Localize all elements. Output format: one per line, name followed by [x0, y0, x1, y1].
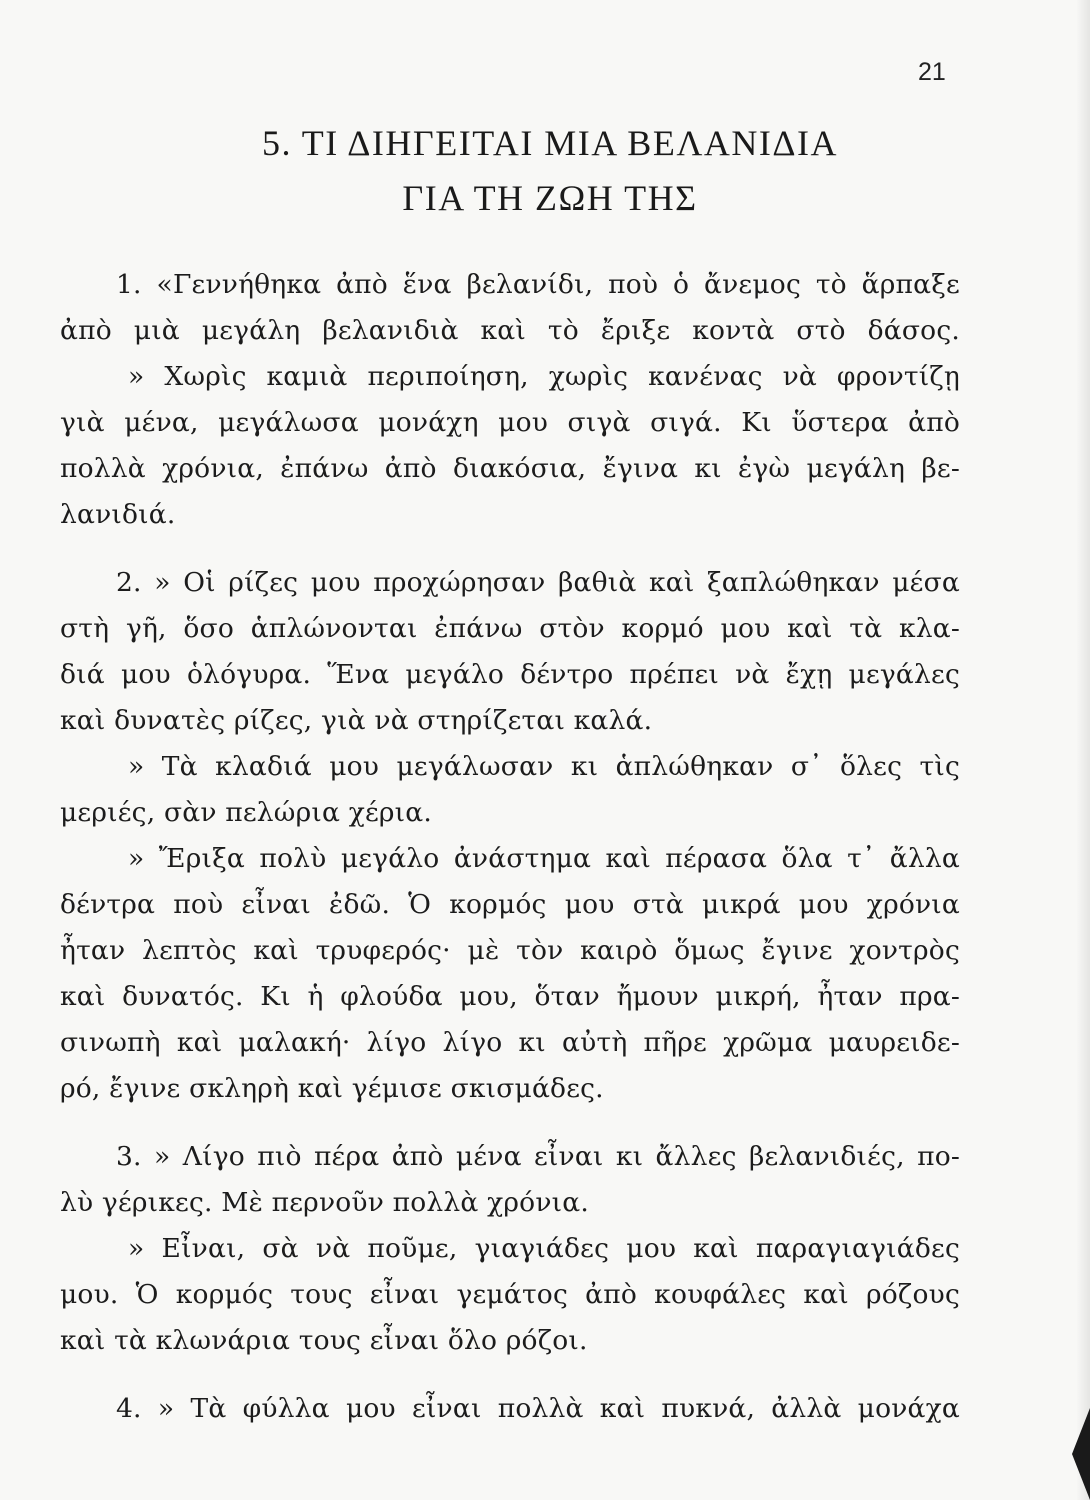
text-line: πολλὰ χρόνια, ἐπάνω ἀπὸ διακόσια, ἔγινα κι ἐγὼ μεγάλη βε-: [60, 453, 960, 484]
text-line: μου. Ὁ κορμός τους εἶναι γεμάτος ἀπὸ κουφάλες καὶ ρόζους: [60, 1279, 960, 1310]
page-number: 21: [918, 58, 946, 86]
text-line: ἦταν λεπτὸς καὶ τρυφερός· μὲ τὸν καιρὸ ὅμως ἔγινε χοντρὸς: [60, 935, 960, 966]
text-line: 1. «Γεννήθηκα ἀπὸ ἕνα βελανίδι, ποὺ ὁ ἄνεμος τὸ ἅρπαξε: [116, 269, 960, 300]
text-line: σινωπὴ καὶ μαλακή· λίγο λίγο κι αὐτὴ πῆρε χρῶμα μαυρειδε-: [60, 1027, 960, 1058]
text-line: » Τὰ κλαδιά μου μεγάλωσαν κι ἁπλώθηκαν σ᾽ ὅλες τὶς: [128, 751, 960, 782]
text-line: στὴ γῆ, ὅσο ἁπλώνονται ἐπάνω στὸν κορμό μου καὶ τὰ κλα-: [60, 613, 960, 644]
chapter-title-line-1: 5. ΤΙ ΔΙΗΓΕΙΤΑΙ ΜΙΑ ΒΕΛΑΝΙΔΙΑ: [261, 123, 839, 163]
text-line: καὶ δυνατὲς ρίζες, γιὰ νὰ στηρίζεται καλά.: [60, 705, 653, 736]
text-line: καὶ δυνατός. Κι ἡ φλούδα μου, ὅταν ἤμουν μικρή, ἦταν πρα-: [60, 981, 960, 1012]
text-line: 3. » Λίγο πιὸ πέρα ἀπὸ μένα εἶναι κι ἄλλες βελανιδιές, πο-: [116, 1141, 960, 1172]
text-line: μεριές, σὰν πελώρια χέρια.: [60, 797, 432, 828]
text-line: γιὰ μένα, μεγάλωσα μονάχη μου σιγὰ σιγά. Κι ὕστερα ἀπὸ: [60, 407, 960, 438]
text-line: » Ἔριξα πολὺ μεγάλο ἀνάστημα καὶ πέρασα ὅλα τ᾽ ἄλλα: [128, 843, 960, 874]
page-corner-mark: [1072, 1408, 1090, 1500]
text-line: 2. » Οἱ ρίζες μου προχώρησαν βαθιὰ καὶ ξαπλώθηκαν μέσα: [116, 567, 960, 598]
text-line: λὺ γέρικες. Μὲ περνοῦν πολλὰ χρόνια.: [60, 1187, 589, 1218]
text-line: » Εἶναι, σὰ νὰ ποῦμε, γιαγιάδες μου καὶ παραγιαγιάδες: [128, 1233, 960, 1264]
text-line: ἀπὸ μιὰ μεγάλη βελανιδιὰ καὶ τὸ ἔριξε κοντὰ στὸ δάσος.: [60, 315, 960, 346]
page-edge-shadow: [1076, 0, 1090, 1500]
text-line: διά μου ὁλόγυρα. Ἕνα μεγάλο δέντρο πρέπει νὰ ἔχῃ μεγάλες: [60, 659, 960, 690]
text-line: ρό, ἔγινε σκληρὴ καὶ γέμισε σκισμάδες.: [60, 1073, 604, 1104]
text-line: » Χωρὶς καμιὰ περιποίηση, χωρὶς κανένας νὰ φροντίζῃ: [128, 361, 960, 392]
chapter-title-line-2: ΓΙΑ ΤΗ ΖΩΗ ΤΗΣ: [402, 178, 698, 218]
text-line: καὶ τὰ κλωνάρια τους εἶναι ὅλο ρόζοι.: [60, 1325, 588, 1356]
text-line: λανιδιά.: [60, 499, 176, 530]
text-line: 4. » Τὰ φύλλα μου εἶναι πολλὰ καὶ πυκνά, ἀλλὰ μονάχα: [116, 1393, 960, 1424]
text-line: δέντρα ποὺ εἶναι ἐδῶ. Ὁ κορμός μου στὰ μικρά μου χρόνια: [60, 889, 960, 920]
